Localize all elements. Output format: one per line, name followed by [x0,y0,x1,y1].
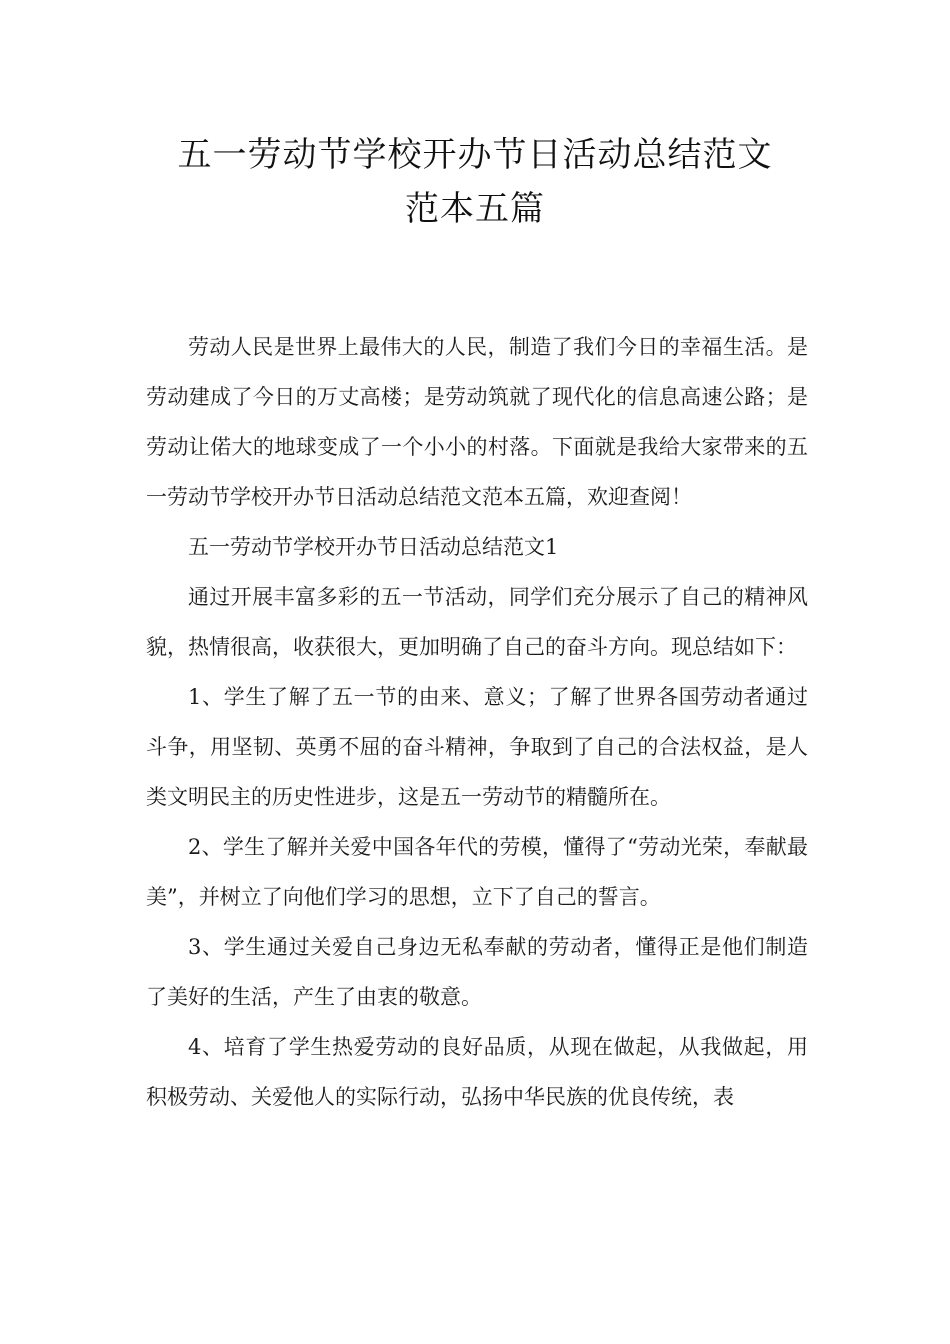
document-title [120,128,830,236]
list-item-2: 2、学生了解并关爱中国各年代的劳模，懂得了“劳动光荣，奉献最美”，并树立了向他们学习的思想，立下了自己的誓言。 [146,835,808,909]
list-item-1: 1、学生了解了五一节的由来、意义；了解了世界各国劳动者通过斗争，用坚韧、英勇不屈的奋斗精神，争取到了自己的合法权益，是人类文明民主的历史性进步，这是五一劳动节的精髓所在。 [146,685,808,809]
body-paragraph: 通过开展丰富多彩的五一节活动，同学们充分展示了自己的精神风貌，热情很高，收获很大，更加明确了自己的奋斗方向。现总结如下： [146,585,808,659]
document-body [146,322,808,1122]
list-item-4: 4、培育了学生热爱劳动的良好品质，从现在做起，从我做起，用积极劳动、关爱他人的实际行动，弘扬中华民族的优良传统，表 [146,1035,808,1109]
list-item-3: 3、学生通过关爱自己身边无私奉献的劳动者，懂得正是他们制造了美好的生活，产生了由衷的敬意。 [146,935,808,1009]
section-heading: 五一劳动节学校开办节日活动总结范文1 [188,535,559,559]
title-line-1: 五一劳动节学校开办节日活动总结范文 [177,135,773,175]
title-line-2: 范本五篇 [405,189,545,229]
intro-paragraph: 劳动人民是世界上最伟大的人民，制造了我们今日的幸福生活。是劳动建成了今日的万丈高楼；是劳动筑就了现代化的信息高速公路；是劳动让偌大的地球变成了一个小小的村落。下面就是我给大家带来的五一劳动节学校开办节日活动总结范文范本五篇，欢迎查阅！ [146,335,808,509]
